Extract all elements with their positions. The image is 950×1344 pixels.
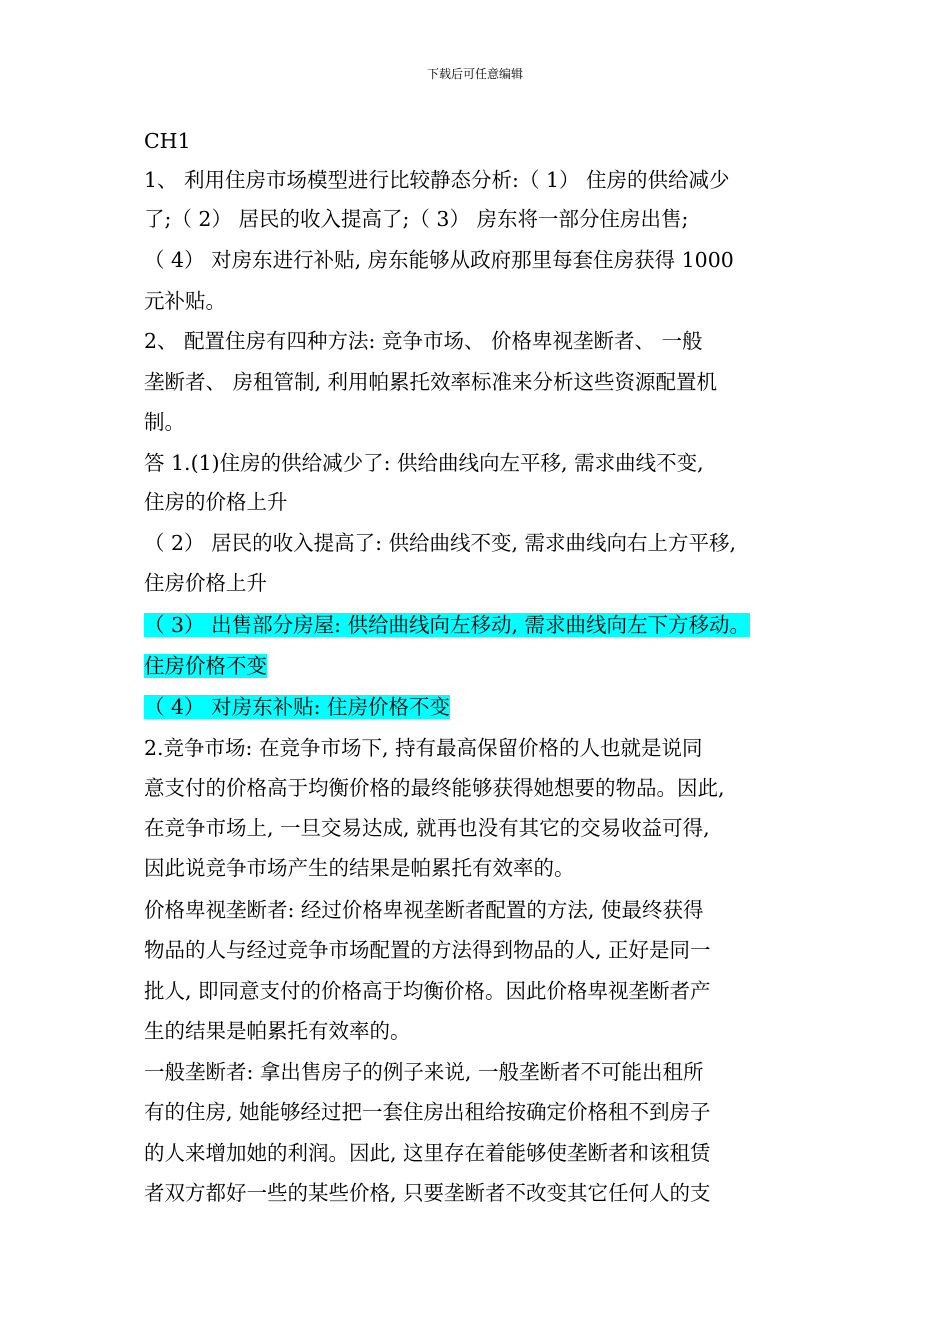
text-line: （ 4） 对房东进行补贴, 房东能够从政府那里每套住房获得 1000 bbox=[144, 248, 734, 272]
text-line: 了;（ 2） 居民的收入提高了;（ 3） 房东将一部分住房出售; bbox=[144, 207, 689, 231]
text-line: 住房价格上升 bbox=[144, 571, 267, 595]
text-line: 者双方都好一些的某些价格, 只要垄断者不改变其它任何人的支 bbox=[144, 1181, 711, 1205]
text-line: 2.竞争市场: 在竞争市场下, 持有最高保留价格的人也就是说同 bbox=[144, 736, 703, 760]
section-heading: CH1 bbox=[144, 129, 191, 153]
text-line: 批人, 即同意支付的价格高于均衡价格。因此价格卑视垄断者产 bbox=[144, 979, 711, 1003]
text-line: 元补贴。 bbox=[144, 289, 226, 313]
text-line: 物品的人与经过竞争市场配置的方法得到物品的人, 正好是同一 bbox=[144, 938, 711, 962]
text-line: 一般垄断者: 拿出售房子的例子来说, 一般垄断者不可能出租所 bbox=[144, 1060, 704, 1084]
text-line: 有的住房, 她能够经过把一套住房出租给按确定价格租不到房子 bbox=[144, 1100, 711, 1124]
highlighted-line: 住房价格不变 bbox=[144, 654, 267, 678]
text-line: 的人来增加她的利润。因此, 这里存在着能够使垄断者和该租赁 bbox=[144, 1141, 711, 1165]
highlighted-line: （ 4） 对房东补贴: 住房价格不变 bbox=[144, 695, 450, 719]
text-line: 2、 配置住房有四种方法: 竞争市场、 价格卑视垄断者、 一般 bbox=[144, 329, 703, 353]
text-line: 因此说竞争市场产生的结果是帕累托有效率的。 bbox=[144, 856, 575, 880]
text-line: （ 2） 居民的收入提高了: 供给曲线不变, 需求曲线向右上方平移, bbox=[144, 531, 737, 555]
text-line: 1、 利用住房市场模型进行比较静态分析:（ 1） 住房的供给减少 bbox=[144, 168, 730, 192]
text-line: 垄断者、 房租管制, 利用帕累托效率标准来分析这些资源配置机 bbox=[144, 370, 718, 394]
text-line: 价格卑视垄断者: 经过价格卑视垄断者配置的方法, 使最终获得 bbox=[144, 898, 704, 922]
text-line: 在竞争市场上, 一旦交易达成, 就再也没有其它的交易收益可得, bbox=[144, 816, 710, 840]
text-line: 住房的价格上升 bbox=[144, 490, 288, 514]
page-header: 下载后可任意编辑 bbox=[426, 67, 523, 81]
text-line: 制。 bbox=[144, 410, 185, 434]
text-line: 答 1.(1)住房的供给减少了: 供给曲线向左平移, 需求曲线不变, bbox=[144, 451, 704, 475]
text-line: 生的结果是帕累托有效率的。 bbox=[144, 1019, 411, 1043]
highlighted-line: （ 3） 出售部分房屋: 供给曲线向左移动, 需求曲线向左下方移动。 bbox=[144, 613, 751, 637]
text-line: 意支付的价格高于均衡价格的最终能够获得她想要的物品。因此, bbox=[144, 776, 725, 800]
